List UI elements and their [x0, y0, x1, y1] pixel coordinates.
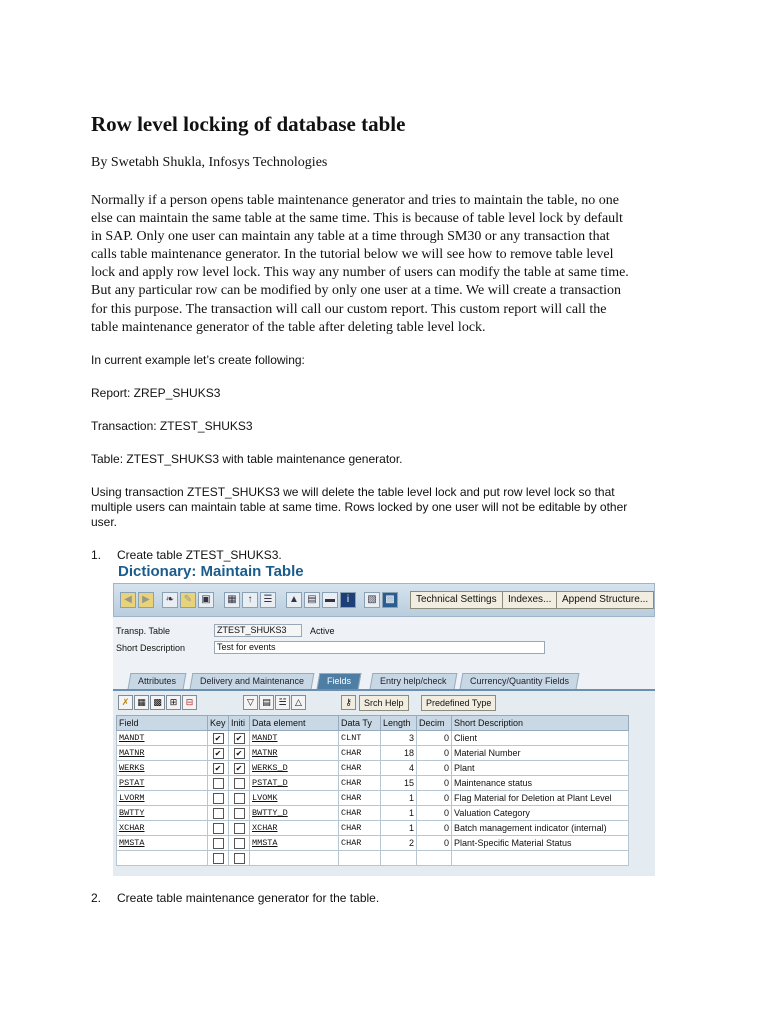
data-element-cell[interactable] [250, 851, 339, 866]
tab-label: Entry help/check [380, 676, 447, 686]
other-object-icon[interactable]: ❧ [162, 592, 178, 608]
decimals-cell[interactable]: 0 [417, 746, 452, 761]
short-description-cell[interactable]: Flag Material for Deletion at Plant Level [452, 791, 629, 806]
table-paragraph: Table: ZTEST_SHUKS3 with table maintenance generator. [91, 452, 403, 466]
display-change-icon[interactable]: ✎ [180, 592, 196, 608]
insert-row-icon[interactable]: ⊞ [166, 695, 181, 710]
info-arrow-icon[interactable]: ↑ [242, 592, 258, 608]
tab-delivery-maintenance[interactable] [190, 673, 315, 689]
table-row[interactable] [117, 851, 629, 866]
data-type-cell[interactable]: CHAR [339, 836, 381, 851]
transp-table-field: ZTEST_SHUKS3 [214, 624, 302, 637]
srch-help-button[interactable]: Srch Help [359, 695, 409, 711]
sap-toolbar [113, 583, 655, 617]
length-cell[interactable]: 4 [381, 761, 417, 776]
initial-cell [229, 851, 250, 866]
data-type-cell[interactable]: CHAR [339, 776, 381, 791]
key-checkbox[interactable] [213, 793, 224, 804]
short-description-cell[interactable]: Plant [452, 761, 629, 776]
table-header-row [117, 716, 629, 731]
short-description-cell[interactable]: Plant-Specific Material Status [452, 836, 629, 851]
col-data-type[interactable]: Data Ty [339, 716, 381, 731]
initial-checkbox[interactable]: ✔ [234, 763, 245, 774]
data-type-cell[interactable]: CHAR [339, 791, 381, 806]
filter-icon[interactable]: ▽ [243, 695, 258, 710]
intro-line: lock and apply row level lock. This way any number of users can modify the table at same time. [91, 265, 629, 281]
data-type-cell[interactable]: CLNT [339, 731, 381, 746]
transaction-paragraph: Transaction: ZTEST_SHUKS3 [91, 419, 253, 433]
data-element-cell[interactable]: MMSTA [250, 836, 339, 851]
tab-label: Attributes [138, 676, 177, 686]
decimals-cell[interactable] [417, 851, 452, 866]
length-cell[interactable]: 1 [381, 791, 417, 806]
data-element-cell[interactable]: BWTTY_D [250, 806, 339, 821]
step-number: 2. [91, 891, 102, 905]
field-name-cell[interactable]: BWTTY [117, 806, 208, 821]
status-text: Active [310, 626, 335, 636]
decimals-cell[interactable]: 0 [417, 836, 452, 851]
step-2 [91, 891, 379, 905]
fields-panel [113, 689, 655, 876]
using-line: Using transaction ZTEST_SHUKS3 we will delete the table level lock and put row level lock so that [91, 485, 615, 499]
data-type-cell[interactable]: CHAR [339, 806, 381, 821]
table-row[interactable] [117, 776, 629, 791]
initial-checkbox[interactable] [234, 778, 245, 789]
step-text: Create table maintenance generator for the table. [117, 891, 380, 905]
forward-icon[interactable]: ▶ [138, 592, 154, 608]
table-row[interactable] [117, 731, 629, 746]
data-type-cell[interactable]: CHAR [339, 821, 381, 836]
tab-attributes[interactable] [128, 673, 187, 689]
back-icon[interactable]: ◀ [120, 592, 136, 608]
data-type-cell[interactable] [339, 851, 381, 866]
key-checkbox[interactable] [213, 823, 224, 834]
sap-header-form [113, 617, 655, 671]
short-description-cell[interactable]: Valuation Category [452, 806, 629, 821]
data-element-cell[interactable]: WERKS_D [250, 761, 339, 776]
data-element-cell[interactable]: PSTAT_D [250, 776, 339, 791]
length-cell[interactable]: 15 [381, 776, 417, 791]
sap-tab-strip [113, 671, 655, 689]
decimals-cell[interactable]: 0 [417, 806, 452, 821]
col-data-element[interactable]: Data element [250, 716, 339, 731]
using-paragraph [91, 485, 671, 530]
initial-cell [229, 821, 250, 836]
length-cell[interactable]: 3 [381, 731, 417, 746]
tab-entry-help-check[interactable] [370, 673, 457, 689]
display-icon[interactable]: ▬ [322, 592, 338, 608]
key-checkbox[interactable] [213, 853, 224, 864]
initial-cell [229, 806, 250, 821]
decimals-cell[interactable]: 0 [417, 731, 452, 746]
initial-checkbox[interactable]: ✔ [234, 733, 245, 744]
decimals-cell[interactable]: 0 [417, 791, 452, 806]
short-desc-label: Short Description [116, 643, 186, 653]
tree-icon[interactable]: ▲ [286, 592, 302, 608]
key-cell [208, 851, 229, 866]
tab-fields[interactable] [317, 673, 362, 689]
initial-checkbox[interactable] [234, 793, 245, 804]
field-name-cell[interactable]: PSTAT [117, 776, 208, 791]
field-name-cell[interactable]: XCHAR [117, 821, 208, 836]
initial-cell [229, 791, 250, 806]
short-description-cell[interactable]: Batch management indicator (internal) [452, 821, 629, 836]
short-description-cell[interactable] [452, 851, 629, 866]
key-cell [208, 821, 229, 836]
intro-paragraph [91, 192, 681, 337]
initial-cell [229, 776, 250, 791]
document-title: Row level locking of database table [91, 112, 406, 136]
tab-label: Fields [327, 676, 352, 686]
col-short-description[interactable]: Short Description [452, 716, 629, 731]
col-decimals[interactable]: Decim [417, 716, 452, 731]
sap-window-title: Dictionary: Maintain Table [118, 563, 304, 580]
decimals-cell[interactable]: 0 [417, 776, 452, 791]
key-cell [208, 836, 229, 851]
find-icon[interactable]: △ [291, 695, 306, 710]
col-length[interactable]: Length [381, 716, 417, 731]
field-name-cell[interactable] [117, 851, 208, 866]
key-checkbox[interactable] [213, 778, 224, 789]
append-structure-button[interactable]: Append Structure... [556, 591, 654, 609]
initial-cell [229, 761, 250, 776]
key-checkbox[interactable] [213, 808, 224, 819]
fields-table [116, 715, 629, 866]
details-icon[interactable]: ☱ [275, 695, 290, 710]
initial-checkbox[interactable]: ✔ [234, 748, 245, 759]
table-row[interactable] [117, 821, 629, 836]
using-line: user. [91, 515, 118, 529]
print-icon[interactable]: ▤ [304, 592, 320, 608]
short-description-cell[interactable]: Material Number [452, 746, 629, 761]
length-cell[interactable]: 1 [381, 806, 417, 821]
key-cell [208, 776, 229, 791]
data-type-cell[interactable]: CHAR [339, 746, 381, 761]
sort-icon[interactable]: ▤ [259, 695, 274, 710]
info-icon[interactable]: i [340, 592, 356, 608]
col-initial[interactable]: Initi [229, 716, 250, 731]
key-checkbox[interactable]: ✔ [213, 763, 224, 774]
short-description-cell[interactable]: Maintenance status [452, 776, 629, 791]
tab-label: Delivery and Maintenance [200, 676, 305, 686]
initial-checkbox[interactable] [234, 853, 245, 864]
table-row[interactable] [117, 836, 629, 851]
example-paragraph: In current example let’s create following: [91, 353, 305, 367]
intro-line: Normally if a person opens table maintenance generator and tries to maintain the table, no one [91, 193, 619, 208]
data-element-cell[interactable]: XCHAR [250, 821, 339, 836]
initial-checkbox[interactable] [234, 838, 245, 849]
short-description-cell[interactable]: Client [452, 731, 629, 746]
key-checkbox[interactable]: ✔ [213, 748, 224, 759]
tab-label: Currency/Quantity Fields [470, 676, 570, 686]
key-cell [208, 746, 229, 761]
paste-icon[interactable]: ▩ [150, 695, 165, 710]
intro-line: else can maintain the same table at the same time. This is because of table level lock by default [91, 211, 623, 227]
table-row[interactable] [117, 761, 629, 776]
transp-table-label: Transp. Table [116, 626, 171, 636]
step-text: Create table ZTEST_SHUKS3. [117, 548, 282, 562]
data-type-cell[interactable]: CHAR [339, 761, 381, 776]
predefined-type-button[interactable]: Predefined Type [421, 695, 496, 711]
indexes-button[interactable]: Indexes... [502, 591, 557, 609]
data-element-cell[interactable]: MATNR [250, 746, 339, 761]
intro-line: for this purpose. The transaction will call our custom report. This custom report will call the [91, 301, 607, 317]
intro-line: table maintenance generator of the table after deleting table level lock. [91, 319, 486, 335]
intro-line: in SAP. Only one user can maintain any table at a time through SM30 or any transaction that [91, 229, 610, 245]
layout-icon[interactable]: ▩ [382, 592, 398, 608]
tab-currency-quantity[interactable] [460, 673, 580, 689]
key-cell [208, 791, 229, 806]
table-row[interactable] [117, 806, 629, 821]
activate-icon[interactable]: ▣ [198, 592, 214, 608]
where-used-icon[interactable]: ▦ [224, 592, 240, 608]
intro-line: calls table maintenance generator. In the tutorial below we will see how to remove table level [91, 247, 614, 263]
length-cell[interactable]: 18 [381, 746, 417, 761]
step-1 [91, 548, 282, 562]
length-cell[interactable] [381, 851, 417, 866]
hierarchy-icon[interactable]: ☰ [260, 592, 276, 608]
key-cell [208, 731, 229, 746]
author-line: By Swetabh Shukla, Infosys Technologies [91, 155, 328, 170]
using-line: multiple users can maintain table at same time. Rows locked by one user will not be editable by other [91, 500, 628, 514]
copy-icon[interactable]: ▦ [134, 695, 149, 710]
sap-screenshot [113, 563, 655, 874]
col-key[interactable]: Key [208, 716, 229, 731]
field-name-cell[interactable]: LVORM [117, 791, 208, 806]
key-cell [208, 806, 229, 821]
key-checkbox[interactable] [213, 838, 224, 849]
key-checkbox[interactable]: ✔ [213, 733, 224, 744]
decimals-cell[interactable]: 0 [417, 821, 452, 836]
field-name-cell[interactable]: MMSTA [117, 836, 208, 851]
graphics-icon[interactable]: ▧ [364, 592, 380, 608]
length-cell[interactable]: 2 [381, 836, 417, 851]
length-cell[interactable]: 1 [381, 821, 417, 836]
short-description-input[interactable]: Test for events [214, 641, 545, 654]
field-name-cell[interactable]: MANDT [117, 731, 208, 746]
initial-cell [229, 731, 250, 746]
technical-settings-button[interactable]: Technical Settings [410, 591, 503, 609]
data-element-cell[interactable]: MANDT [250, 731, 339, 746]
initial-checkbox[interactable] [234, 823, 245, 834]
step-number: 1. [91, 548, 102, 562]
initial-checkbox[interactable] [234, 808, 245, 819]
key-icon[interactable]: ⚷ [341, 695, 356, 710]
intro-line: But any particular row can be modified by only one user at a time. We will create a transaction [91, 283, 622, 299]
key-cell [208, 761, 229, 776]
initial-cell [229, 746, 250, 761]
col-field[interactable]: Field [117, 716, 208, 731]
data-element-cell[interactable]: LVOMK [250, 791, 339, 806]
cut-icon[interactable]: ✗ [118, 695, 133, 710]
field-name-cell[interactable]: WERKS [117, 761, 208, 776]
table-row[interactable] [117, 746, 629, 761]
field-name-cell[interactable]: MATNR [117, 746, 208, 761]
initial-cell [229, 836, 250, 851]
decimals-cell[interactable]: 0 [417, 761, 452, 776]
delete-row-icon[interactable]: ⊟ [182, 695, 197, 710]
report-paragraph: Report: ZREP_SHUKS3 [91, 386, 221, 400]
table-row[interactable] [117, 791, 629, 806]
